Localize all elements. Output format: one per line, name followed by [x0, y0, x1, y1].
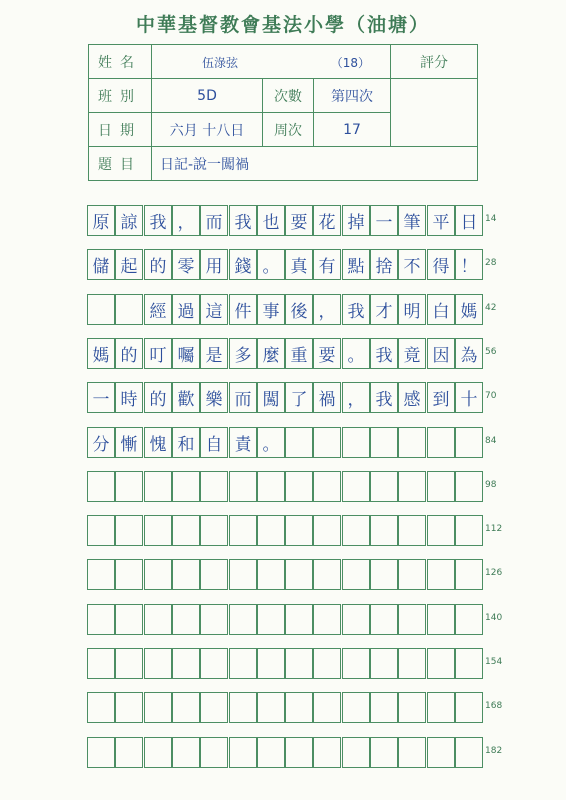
grid-cell: 麼 [257, 338, 285, 369]
grid-cell: 件 [229, 294, 257, 325]
grid-cell: 掉 [342, 205, 370, 236]
grid-cell [342, 515, 370, 546]
grid-cell [144, 471, 172, 502]
header-table [88, 44, 478, 181]
grid-cell [427, 692, 455, 723]
grid-cell: 要 [285, 205, 313, 236]
topic-value: 日記-說一闖禍 [152, 147, 478, 181]
grid-cell [87, 515, 115, 546]
grid-cell [257, 471, 285, 502]
grid-cell [257, 515, 285, 546]
grid-cell: 要 [313, 338, 341, 369]
grid-cell: 為 [455, 338, 483, 369]
grid-cell [285, 427, 313, 458]
grid-cell [87, 559, 115, 590]
grid-cell [200, 648, 228, 679]
grid-cell: 得 [427, 249, 455, 280]
grid-cell: 白 [427, 294, 455, 325]
grid-cell [398, 427, 426, 458]
grid-cell: 和 [172, 427, 200, 458]
grid-cell [427, 648, 455, 679]
grid-cell [313, 692, 341, 723]
grid-cell: 一 [370, 205, 398, 236]
row-char-count: 154 [485, 657, 503, 667]
name-label: 姓名 [89, 45, 152, 79]
grid-cell [370, 515, 398, 546]
grid-row [87, 249, 483, 280]
grid-cell: 禍 [313, 382, 341, 413]
grid-cell: 也 [257, 205, 285, 236]
grid-row [87, 338, 483, 369]
grid-cell: 一 [87, 382, 115, 413]
grid-cell [229, 648, 257, 679]
name-field [152, 45, 391, 79]
date-value: 六月 十八日 [152, 113, 263, 147]
grid-cell [313, 471, 341, 502]
row-char-count: 28 [485, 258, 497, 268]
grid-cell [342, 648, 370, 679]
grid-cell: 責 [229, 427, 257, 458]
grid-cell: 我 [229, 205, 257, 236]
grid-cell [172, 471, 200, 502]
grid-cell [200, 692, 228, 723]
grid-cell [87, 737, 115, 768]
grid-cell [257, 648, 285, 679]
grid-cell [342, 427, 370, 458]
grid-cell: 因 [427, 338, 455, 369]
grid-cell [200, 559, 228, 590]
grid-cell [115, 559, 143, 590]
grid-cell [144, 604, 172, 635]
grid-row [87, 559, 483, 590]
grid-cell: 不 [398, 249, 426, 280]
grid-row [87, 294, 483, 325]
grid-cell [398, 648, 426, 679]
grid-cell: 才 [370, 294, 398, 325]
grid-cell [200, 737, 228, 768]
grid-cell: 時 [115, 382, 143, 413]
row-char-count: 84 [485, 436, 497, 446]
row-char-count: 70 [485, 391, 497, 401]
grid-cell: 而 [200, 205, 228, 236]
grid-cell: ， [172, 205, 200, 236]
grid-cell [455, 648, 483, 679]
grid-cell [455, 692, 483, 723]
grid-cell: 了 [285, 382, 313, 413]
grid-cell: 是 [200, 338, 228, 369]
grid-cell: 過 [172, 294, 200, 325]
grid-cell: 諒 [115, 205, 143, 236]
topic-label: 題目 [89, 147, 152, 181]
grid-cell [87, 604, 115, 635]
grid-cell: 起 [115, 249, 143, 280]
row-char-count: 182 [485, 746, 503, 756]
grid-cell [257, 559, 285, 590]
grid-cell [285, 648, 313, 679]
grid-cell [172, 515, 200, 546]
grid-cell [285, 559, 313, 590]
count-value: 第四次 [314, 79, 391, 113]
row-char-count: 56 [485, 347, 497, 357]
grid-cell: 有 [313, 249, 341, 280]
score-box [391, 79, 478, 147]
grid-cell [398, 737, 426, 768]
week-label: 周次 [263, 113, 314, 147]
row-char-count: 126 [485, 568, 503, 578]
grid-cell: 叮 [144, 338, 172, 369]
date-label: 日期 [89, 113, 152, 147]
grid-cell [427, 471, 455, 502]
school-title: 中華基督教會基法小學（油塘） [135, 14, 430, 36]
score-label: 評分 [391, 45, 478, 79]
grid-cell: 感 [398, 382, 426, 413]
grid-cell: 的 [144, 382, 172, 413]
class-value: 5D [152, 79, 263, 113]
grid-cell [427, 604, 455, 635]
grid-cell [370, 427, 398, 458]
grid-cell: 重 [285, 338, 313, 369]
grid-cell [115, 648, 143, 679]
grid-row [87, 515, 483, 546]
grid-cell [115, 515, 143, 546]
week-value: 17 [314, 113, 391, 147]
grid-cell [313, 737, 341, 768]
grid-cell [285, 737, 313, 768]
grid-cell [342, 471, 370, 502]
grid-cell: 平 [427, 205, 455, 236]
row-char-count: 112 [485, 524, 503, 534]
grid-cell [370, 692, 398, 723]
grid-cell [313, 515, 341, 546]
grid-cell: 用 [200, 249, 228, 280]
grid-cell [427, 515, 455, 546]
name-value: 伍淥弦 [202, 56, 239, 70]
grid-cell [370, 471, 398, 502]
grid-cell: 後 [285, 294, 313, 325]
grid-cell [370, 559, 398, 590]
grid-cell: 花 [313, 205, 341, 236]
grid-cell: 分 [87, 427, 115, 458]
grid-cell: 我 [144, 205, 172, 236]
grid-cell [427, 427, 455, 458]
grid-cell [427, 559, 455, 590]
grid-cell [172, 559, 200, 590]
grid-cell [285, 515, 313, 546]
grid-cell [172, 737, 200, 768]
grid-cell [398, 471, 426, 502]
grid-cell: 愧 [144, 427, 172, 458]
grid-cell [144, 692, 172, 723]
class-number-value: （18） [330, 56, 370, 70]
grid-cell [200, 604, 228, 635]
grid-cell [172, 648, 200, 679]
grid-cell: 點 [342, 249, 370, 280]
grid-cell: 。 [257, 427, 285, 458]
grid-cell [87, 692, 115, 723]
grid-cell [200, 515, 228, 546]
grid-cell: 。 [342, 338, 370, 369]
grid-cell: 我 [370, 382, 398, 413]
grid-cell: 事 [257, 294, 285, 325]
grid-cell [370, 737, 398, 768]
grid-cell: 的 [115, 338, 143, 369]
grid-cell: 囑 [172, 338, 200, 369]
grid-cell: 筆 [398, 205, 426, 236]
grid-cell [313, 427, 341, 458]
grid-cell [455, 737, 483, 768]
grid-cell: 媽 [87, 338, 115, 369]
grid-cell: 經 [144, 294, 172, 325]
grid-cell: 十 [455, 382, 483, 413]
grid-cell: 自 [200, 427, 228, 458]
grid-cell [313, 559, 341, 590]
grid-cell [370, 648, 398, 679]
grid-cell: 到 [427, 382, 455, 413]
grid-row [87, 692, 483, 723]
grid-cell [342, 692, 370, 723]
grid-cell: ， [342, 382, 370, 413]
grid-cell [342, 559, 370, 590]
count-label: 次數 [263, 79, 314, 113]
grid-cell [172, 692, 200, 723]
class-label: 班別 [89, 79, 152, 113]
grid-row [87, 205, 483, 236]
grid-cell: 零 [172, 249, 200, 280]
grid-cell [370, 604, 398, 635]
grid-cell [229, 515, 257, 546]
grid-cell [115, 471, 143, 502]
grid-row [87, 471, 483, 502]
row-char-count: 168 [485, 701, 503, 711]
grid-cell: 真 [285, 249, 313, 280]
grid-cell: 。 [257, 249, 285, 280]
grid-row [87, 427, 483, 458]
grid-cell: ， [313, 294, 341, 325]
grid-cell [455, 559, 483, 590]
grid-cell: 我 [342, 294, 370, 325]
grid-cell: 樂 [200, 382, 228, 413]
grid-cell [455, 604, 483, 635]
grid-row [87, 382, 483, 413]
grid-cell [115, 692, 143, 723]
grid-cell [87, 648, 115, 679]
row-char-count: 42 [485, 303, 497, 313]
grid-cell: 多 [229, 338, 257, 369]
grid-cell [313, 604, 341, 635]
grid-cell: 竟 [398, 338, 426, 369]
grid-cell [144, 559, 172, 590]
grid-cell [229, 604, 257, 635]
grid-cell [257, 604, 285, 635]
grid-cell [144, 648, 172, 679]
grid-cell [172, 604, 200, 635]
grid-row [87, 604, 483, 635]
grid-cell [257, 737, 285, 768]
grid-cell [115, 737, 143, 768]
grid-cell [285, 471, 313, 502]
grid-cell [229, 692, 257, 723]
grid-cell: 原 [87, 205, 115, 236]
grid-cell [115, 604, 143, 635]
grid-cell: 錢 [229, 249, 257, 280]
grid-cell [455, 515, 483, 546]
grid-cell: 闖 [257, 382, 285, 413]
grid-cell [455, 427, 483, 458]
grid-cell [87, 471, 115, 502]
grid-cell: 歡 [172, 382, 200, 413]
grid-cell [313, 648, 341, 679]
grid-cell: 儲 [87, 249, 115, 280]
grid-cell: 慚 [115, 427, 143, 458]
grid-cell [285, 692, 313, 723]
grid-cell [87, 294, 115, 325]
row-char-count: 14 [485, 214, 497, 224]
grid-cell: 我 [370, 338, 398, 369]
grid-cell: 媽 [455, 294, 483, 325]
row-char-count: 98 [485, 480, 497, 490]
grid-cell [229, 737, 257, 768]
grid-cell [398, 604, 426, 635]
grid-cell [342, 604, 370, 635]
grid-cell [455, 471, 483, 502]
grid-cell: 捨 [370, 249, 398, 280]
grid-cell [285, 604, 313, 635]
grid-cell: 明 [398, 294, 426, 325]
grid-cell [398, 515, 426, 546]
grid-cell [115, 294, 143, 325]
grid-cell [200, 471, 228, 502]
grid-cell: 的 [144, 249, 172, 280]
grid-cell [342, 737, 370, 768]
grid-cell: ！ [455, 249, 483, 280]
grid-cell [144, 515, 172, 546]
row-char-count: 140 [485, 613, 503, 623]
grid-row [87, 737, 483, 768]
grid-cell [229, 559, 257, 590]
grid-cell: 而 [229, 382, 257, 413]
grid-cell [398, 559, 426, 590]
grid-cell [144, 737, 172, 768]
grid-cell [229, 471, 257, 502]
grid-row [87, 648, 483, 679]
grid-cell [427, 737, 455, 768]
grid-cell: 這 [200, 294, 228, 325]
grid-cell: 日 [455, 205, 483, 236]
grid-cell [257, 692, 285, 723]
grid-cell [398, 692, 426, 723]
